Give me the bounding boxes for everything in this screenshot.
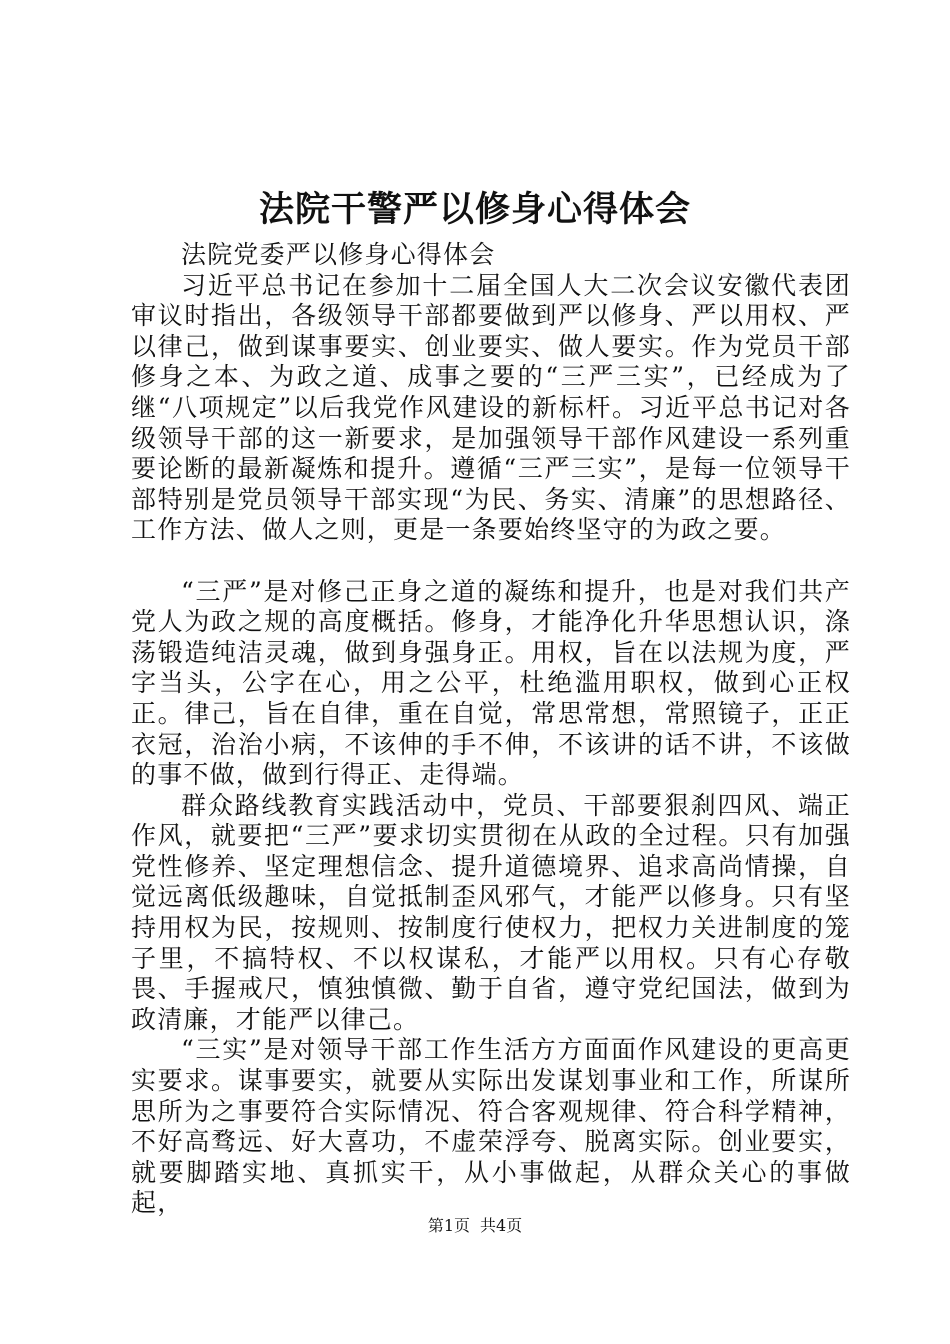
- page-number: 第1页: [427, 1216, 470, 1235]
- paragraph-4: “三实”是对领导干部工作生活方方面面作风建设的更高更实要求。谋事要实，就要从实际出发谋划事业和工作，所谋所思所为之事要符合实际情况、符合客观规律、符合科学精神，不好高骛远、好大喜功，不虚荣浮夸、脱离实际。创业要实，就要脚踏实地、真抓实干，从小事做起，从群众关心的事做起，: [131, 1035, 851, 1218]
- page-footer: [0, 1215, 950, 1237]
- paragraph-2: “三严”是对修己正身之道的凝练和提升，也是对我们共产党人为政之规的高度概括。修身，才能净化升华思想认识，涤荡锻造纯洁灵魂，做到身强身正。用权，旨在以法规为度，严字当头，公字在心，用之公平，杜绝滥用职权，做到心正权正。律己，旨在自律，重在自觉，常思常想，常照镜子，正正衣冠，治治小病，不该伸的手不伸，不该讲的话不讲，不该做的事不做，做到行得正、走得端。: [131, 576, 851, 790]
- document-subtitle: 法院党委严以修身心得体会: [181, 240, 496, 269]
- paragraph-3: 群众路线教育实践活动中，党员、干部要狠刹四风、端正作风，就要把“三严”要求切实贯彻在从政的全过程。只有加强党性修养、坚定理想信念、提升道德境界、追求高尚情操，自觉远离低级趣味，自觉抵制歪风邪气，才能严以修身。只有坚持用权为民，按规则、按制度行使权力，把权力关进制度的笼子里，不搞特权、不以权谋私，才能严以用权。只有心存敬畏、手握戒尺，慎独慎微、勤于自省，遵守党纪国法，做到为政清廉，才能严以律己。: [131, 790, 851, 1034]
- paragraph-1: 习近平总书记在参加十二届全国人大二次会议安徽代表团审议时指出，各级领导干部都要做到严以修身、严以用权、严以律己，做到谋事要实、创业要实、做人要实。作为党员干部修身之本、为政之道、成事之要的“三严三实”，已经成为了继“八项规定”以后我党作风建设的新标杆。习近平总书记对各级领导干部的这一新要求，是加强领导干部作风建设一系列重要论断的最新凝炼和提升。遵循“三严三实”，是每一位领导干部特别是党员领导干部实现“为民、务实、清廉”的思想路径、工作方法、做人之则，更是一条要始终坚守的为政之要。: [131, 270, 851, 545]
- page-total: 共4页: [480, 1216, 523, 1235]
- document-title: 法院干警严以修身心得体会: [258, 189, 691, 230]
- document-body: [131, 240, 851, 1219]
